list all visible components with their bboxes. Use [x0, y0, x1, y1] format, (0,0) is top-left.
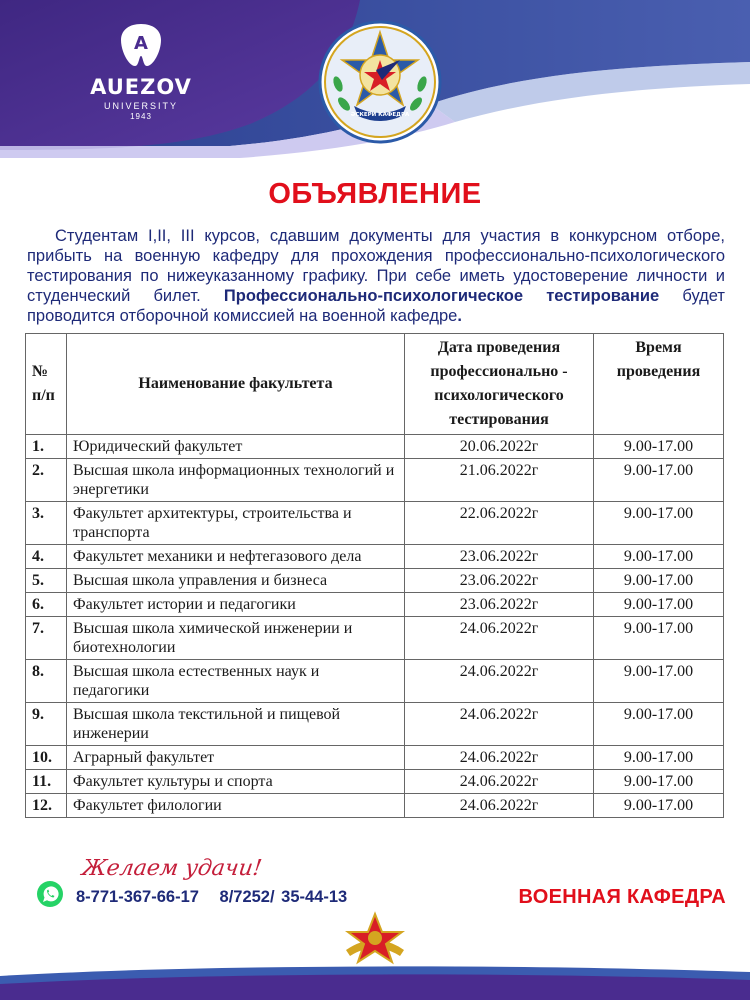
- row-number: 8.: [26, 660, 67, 703]
- university-logo: [86, 22, 196, 121]
- row-number: 3.: [26, 502, 67, 545]
- row-faculty: Факультет филологии: [67, 794, 405, 818]
- row-faculty: Юридический факультет: [67, 435, 405, 459]
- table-row: [26, 770, 724, 794]
- logo-name: AUEZOV: [90, 75, 192, 99]
- row-faculty: Высшая школа управления и бизнеса: [67, 569, 405, 593]
- good-luck-wish: Желаем удачи!: [80, 856, 264, 881]
- announcement-title: ОБЪЯВЛЕНИЕ: [268, 178, 482, 210]
- row-time: 9.00-17.00: [594, 660, 724, 703]
- row-time: 9.00-17.00: [594, 545, 724, 569]
- row-number: 12.: [26, 794, 67, 818]
- intro-text-bold: Профессионально-психологическое тестирование: [223, 287, 660, 305]
- row-faculty: Высшая школа информационных технологий и энергетики: [67, 459, 405, 502]
- announcement-text: [27, 226, 725, 326]
- header-faculty: Наименование факультета: [67, 334, 405, 435]
- emblem-text: ӘСКЕРИ КАФЕДРА: [350, 112, 410, 118]
- row-date: 21.06.2022г: [405, 459, 594, 502]
- row-faculty: Высшая школа естественных наук и педагогики: [67, 660, 405, 703]
- row-faculty: Высшая школа текстильной и пищевой инженерии: [67, 703, 405, 746]
- row-number: 7.: [26, 617, 67, 660]
- row-number: 6.: [26, 593, 67, 617]
- row-time: 9.00-17.00: [594, 703, 724, 746]
- row-number: 1.: [26, 435, 67, 459]
- row-date: 24.06.2022г: [405, 794, 594, 818]
- table-row: [26, 545, 724, 569]
- intro-text-part1: Студентам I,II, III курсов, сдавшим документы для участия в конкурсном отборе, прибыть на военную кафедру для прохождения профессионально-психологического тестирования по нижеуказанному графику. При себе иметь удостоверение личности и студенческий билет.: [27, 227, 725, 305]
- row-number: 10.: [26, 746, 67, 770]
- row-date: 24.06.2022г: [405, 703, 594, 746]
- military-department-label: ВОЕННАЯ КАФЕДРА: [518, 886, 726, 908]
- row-time: 9.00-17.00: [594, 617, 724, 660]
- table-row: [26, 459, 724, 502]
- phone-mobile: 8-771-367-66-17: [76, 888, 199, 906]
- row-number: 5.: [26, 569, 67, 593]
- table-row: [26, 746, 724, 770]
- intro-text-part2: будет проводится отборочной комиссией на военной кафедре: [27, 287, 725, 325]
- row-faculty: Аграрный факультет: [67, 746, 405, 770]
- star-emblem-icon: [342, 910, 408, 968]
- table-header-row: [26, 334, 724, 435]
- row-time: 9.00-17.00: [594, 569, 724, 593]
- table-row: [26, 569, 724, 593]
- svg-text:A: A: [134, 33, 148, 54]
- row-time: 9.00-17.00: [594, 502, 724, 545]
- logo-year: 1943: [130, 112, 152, 121]
- row-date: 23.06.2022г: [405, 545, 594, 569]
- phone-landline: 8/7252/ 35-44-13: [219, 888, 348, 906]
- military-department-emblem: [318, 20, 442, 144]
- row-number: 9.: [26, 703, 67, 746]
- row-date: 24.06.2022г: [405, 660, 594, 703]
- table-row: [26, 502, 724, 545]
- row-faculty: Факультет истории и педагогики: [67, 593, 405, 617]
- row-time: 9.00-17.00: [594, 435, 724, 459]
- header-time: Время проведения: [594, 334, 724, 435]
- intro-text-end: .: [457, 307, 462, 325]
- row-faculty: Факультет механики и нефтегазового дела: [67, 545, 405, 569]
- testing-schedule-table: [25, 333, 724, 818]
- row-date: 24.06.2022г: [405, 746, 594, 770]
- row-date: 20.06.2022г: [405, 435, 594, 459]
- table-row: [26, 794, 724, 818]
- tooth-logo-icon: [115, 22, 167, 68]
- logo-subtitle: UNIVERSITY: [103, 101, 178, 111]
- footer-band: [0, 962, 750, 1000]
- row-time: 9.00-17.00: [594, 746, 724, 770]
- row-time: 9.00-17.00: [594, 770, 724, 794]
- row-faculty: Высшая школа химической инженерии и биотехнологии: [67, 617, 405, 660]
- row-date: 24.06.2022г: [405, 617, 594, 660]
- row-date: 23.06.2022г: [405, 593, 594, 617]
- row-faculty: Факультет архитектуры, строительства и транспорта: [67, 502, 405, 545]
- row-number: 2.: [26, 459, 67, 502]
- table-row: [26, 703, 724, 746]
- table-row: [26, 593, 724, 617]
- row-date: 22.06.2022г: [405, 502, 594, 545]
- row-time: 9.00-17.00: [594, 459, 724, 502]
- row-date: 24.06.2022г: [405, 770, 594, 794]
- row-number: 4.: [26, 545, 67, 569]
- row-date: 23.06.2022г: [405, 569, 594, 593]
- contact-phones: [76, 888, 361, 907]
- whatsapp-icon: [36, 880, 64, 908]
- row-time: 9.00-17.00: [594, 593, 724, 617]
- header-date: Дата проведения профессионально - психологического тестирования: [405, 334, 594, 435]
- row-faculty: Факультет культуры и спорта: [67, 770, 405, 794]
- row-time: 9.00-17.00: [594, 794, 724, 818]
- table-row: [26, 617, 724, 660]
- table-body: [26, 435, 724, 818]
- table-row: [26, 660, 724, 703]
- row-number: 11.: [26, 770, 67, 794]
- header-number: № п/п: [26, 334, 67, 435]
- table-row: [26, 435, 724, 459]
